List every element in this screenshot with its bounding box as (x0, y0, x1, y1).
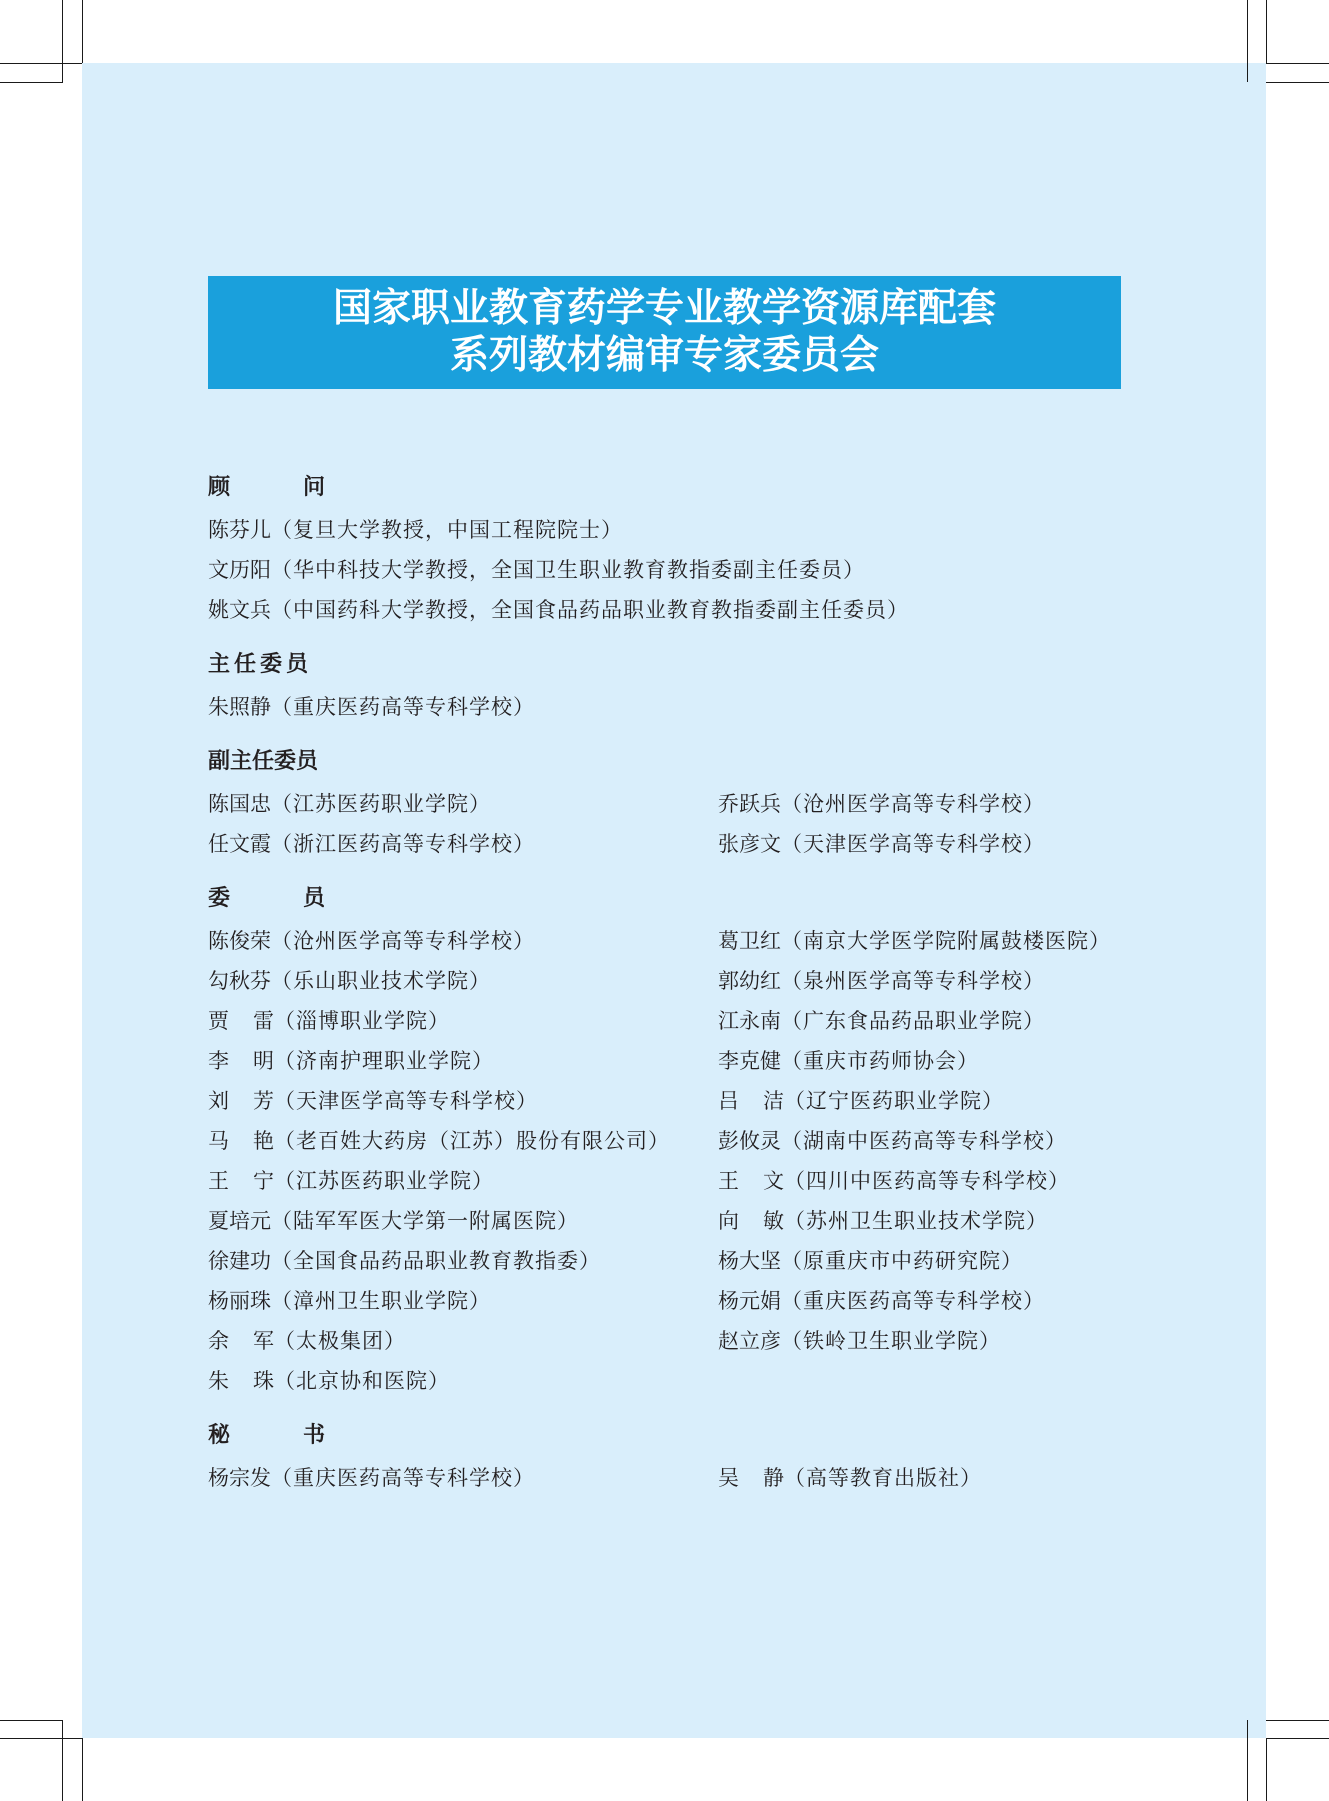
name-char: 吴 (718, 1466, 739, 1490)
list-item (718, 824, 1168, 864)
member-name: 杨元娟 (718, 1289, 781, 1313)
right-column (718, 1458, 1168, 1498)
member-affiliation: （四川中医药高等专科学校） (784, 1169, 1070, 1193)
name-char: 文 (763, 1169, 784, 1193)
list-item (208, 687, 1168, 727)
member-affiliation: （中国药科大学教授，全国食品药品职业教育教指委副主任委员） (271, 598, 909, 622)
crop-mark-bottom-left-h2 (0, 1720, 63, 1721)
member-name: 任文霞 (208, 832, 271, 856)
list-item (718, 1281, 1168, 1321)
member-name (718, 1201, 784, 1241)
member-affiliation: （高等教育出版社） (784, 1466, 982, 1490)
member-name: 李克健 (718, 1049, 781, 1073)
name-char: 李 (208, 1049, 229, 1073)
section-vice-chairs (208, 744, 1168, 864)
member-affiliation: （北京协和医院） (274, 1369, 450, 1393)
list-item (718, 1161, 1168, 1201)
list-item (208, 1001, 718, 1041)
member-name: 张彦文 (718, 832, 781, 856)
section-heading-advisors (208, 470, 325, 506)
member-affiliation: （原重庆市中药研究院） (781, 1249, 1023, 1273)
member-name (718, 1458, 784, 1498)
member-affiliation: （重庆医药高等专科学校） (271, 1466, 535, 1490)
list-item (208, 961, 718, 1001)
name-char: 明 (253, 1049, 274, 1073)
member-affiliation: （南京大学医学院附属鼓楼医院） (781, 929, 1111, 953)
section-heading-vice-chairs: 副主任委员 (208, 749, 319, 774)
crop-mark-bottom-left-h (0, 1738, 82, 1739)
list-item (718, 1081, 1168, 1121)
list-item (208, 550, 1168, 590)
title-line-1: 国家职业教育药学专业教学资源库配套 (332, 286, 996, 331)
member-affiliation: （湖南中医药高等专科学校） (781, 1129, 1067, 1153)
member-name: 杨大坚 (718, 1249, 781, 1273)
member-name: 郭幼红 (718, 969, 781, 993)
left-column (208, 1458, 718, 1498)
member-affiliation: （淄博职业学院） (274, 1009, 450, 1033)
list-item (208, 1081, 718, 1121)
name-char: 军 (253, 1329, 274, 1353)
member-name (208, 1081, 274, 1121)
heading-char: 委 (208, 886, 231, 911)
crop-mark-bottom-right-v2 (1247, 1720, 1248, 1801)
member-name (718, 1161, 784, 1201)
name-char: 贾 (208, 1009, 229, 1033)
list-item (208, 1321, 718, 1361)
name-char: 向 (718, 1209, 739, 1233)
member-affiliation: （老百姓大药房（江苏）股份有限公司） (274, 1129, 670, 1153)
crop-mark-top-left-v2 (62, 0, 63, 82)
member-name: 夏培元 (208, 1209, 271, 1233)
list-item (718, 1241, 1168, 1281)
two-column-list (208, 784, 1168, 864)
name-char: 朱 (208, 1369, 229, 1393)
member-affiliation: （江苏医药职业学院） (274, 1169, 494, 1193)
name-char: 芳 (253, 1089, 274, 1113)
crop-mark-bottom-left-v (82, 1738, 83, 1801)
list-item (718, 784, 1168, 824)
name-char: 宁 (253, 1169, 274, 1193)
crop-mark-bottom-right-h2 (1266, 1720, 1329, 1721)
list-item (208, 1161, 718, 1201)
member-affiliation: （辽宁医药职业学院） (784, 1089, 1004, 1113)
member-affiliation: （浙江医药高等专科学校） (271, 832, 535, 856)
name-char: 静 (763, 1466, 784, 1490)
list-item (718, 961, 1168, 1001)
list-item (208, 784, 718, 824)
member-name: 陈俊荣 (208, 929, 271, 953)
list-item (718, 1041, 1168, 1081)
member-name: 江永南 (718, 1009, 781, 1033)
member-name: 杨丽珠 (208, 1289, 271, 1313)
name-char: 余 (208, 1329, 229, 1353)
list-item (208, 1041, 718, 1081)
list-item (208, 1241, 718, 1281)
right-column (718, 921, 1168, 1401)
list-item (718, 1121, 1168, 1161)
member-name: 葛卫红 (718, 929, 781, 953)
member-affiliation: （重庆医药高等专科学校） (781, 1289, 1045, 1313)
member-name: 文历阳 (208, 558, 271, 582)
section-secretaries (208, 1418, 1168, 1498)
list-item (208, 510, 1168, 550)
crop-mark-top-right-v2 (1247, 0, 1248, 82)
member-affiliation: （铁岭卫生职业学院） (781, 1329, 1001, 1353)
section-heading-chair: 主任委员 (208, 652, 313, 677)
member-affiliation: （沧州医学高等专科学校） (271, 929, 535, 953)
committee-list (208, 470, 1168, 1515)
member-affiliation: （漳州卫生职业学院） (271, 1289, 491, 1313)
crop-mark-top-left-h (0, 63, 82, 64)
member-name: 彭攸灵 (718, 1129, 781, 1153)
member-name (208, 1161, 274, 1201)
name-char: 吕 (718, 1089, 739, 1113)
crop-mark-top-right-h2 (1266, 82, 1329, 83)
list-item (718, 1458, 1168, 1498)
member-name (208, 1001, 274, 1041)
member-name (718, 1081, 784, 1121)
member-name (208, 1321, 274, 1361)
name-char: 珠 (253, 1369, 274, 1393)
section-heading-secretaries (208, 1418, 325, 1454)
member-name (208, 1041, 274, 1081)
crop-mark-bottom-left-v2 (62, 1720, 63, 1801)
list-item (718, 1201, 1168, 1241)
list-item (208, 921, 718, 961)
member-name: 姚文兵 (208, 598, 271, 622)
member-affiliation: （苏州卫生职业技术学院） (784, 1209, 1048, 1233)
heading-char: 顾 (208, 475, 231, 500)
member-affiliation: （重庆医药高等专科学校） (271, 695, 535, 719)
crop-mark-bottom-right-h (1266, 1738, 1329, 1739)
list-item (718, 1321, 1168, 1361)
member-name: 乔跃兵 (718, 792, 781, 816)
name-char: 刘 (208, 1089, 229, 1113)
member-affiliation: （泉州医学高等专科学校） (781, 969, 1045, 993)
name-char: 马 (208, 1129, 229, 1153)
crop-mark-bottom-right-v (1266, 1738, 1267, 1801)
title-line-2: 系列教材编审专家委员会 (449, 333, 879, 378)
list-item (718, 921, 1168, 961)
right-column (718, 784, 1168, 864)
list-item (208, 590, 1168, 630)
list-item (208, 1121, 718, 1161)
member-affiliation: （江苏医药职业学院） (271, 792, 491, 816)
crop-mark-top-left-h2 (0, 82, 63, 83)
member-affiliation: （太极集团） (274, 1329, 406, 1353)
member-affiliation: （沧州医学高等专科学校） (781, 792, 1045, 816)
list-item (208, 824, 718, 864)
member-affiliation: （广东食品药品职业学院） (781, 1009, 1045, 1033)
name-char: 洁 (763, 1089, 784, 1113)
list-item (208, 1281, 718, 1321)
list-item (208, 1361, 718, 1401)
member-name: 勾秋芬 (208, 969, 271, 993)
name-char: 王 (718, 1169, 739, 1193)
section-chair (208, 647, 1168, 727)
two-column-list (208, 1458, 1168, 1498)
member-affiliation: （天津医学高等专科学校） (274, 1089, 538, 1113)
member-affiliation: （华中科技大学教授，全国卫生职业教育教指委副主任委员） (271, 558, 865, 582)
section-heading-members (208, 881, 325, 917)
name-char: 艳 (253, 1129, 274, 1153)
member-name: 朱照静 (208, 695, 271, 719)
list-item (208, 1201, 718, 1241)
member-affiliation: （济南护理职业学院） (274, 1049, 494, 1073)
member-affiliation: （天津医学高等专科学校） (781, 832, 1045, 856)
title-banner (208, 276, 1121, 389)
member-affiliation: （陆军军医大学第一附属医院） (271, 1209, 579, 1233)
left-column (208, 784, 718, 864)
member-name: 杨宗发 (208, 1466, 271, 1490)
heading-char: 问 (302, 475, 325, 500)
member-name (208, 1361, 274, 1401)
crop-mark-top-right-v (1266, 0, 1267, 63)
name-char: 雷 (253, 1009, 274, 1033)
member-name: 陈芬儿 (208, 518, 271, 542)
name-char: 敏 (763, 1209, 784, 1233)
member-name (208, 1121, 274, 1161)
crop-mark-top-right-h (1266, 63, 1329, 64)
crop-mark-top-left-v (82, 0, 83, 63)
left-column (208, 921, 718, 1401)
list-item (208, 1458, 718, 1498)
heading-char: 秘 (208, 1423, 231, 1448)
name-char: 王 (208, 1169, 229, 1193)
member-name: 徐建功 (208, 1249, 271, 1273)
section-advisors (208, 470, 1168, 630)
member-affiliation: （全国食品药品职业教育教指委） (271, 1249, 601, 1273)
member-affiliation: （复旦大学教授，中国工程院院士） (271, 518, 623, 542)
member-affiliation: （乐山职业技术学院） (271, 969, 491, 993)
heading-char: 员 (302, 886, 325, 911)
member-name: 陈国忠 (208, 792, 271, 816)
heading-char: 书 (302, 1423, 325, 1448)
member-name: 赵立彦 (718, 1329, 781, 1353)
two-column-list (208, 921, 1168, 1401)
section-members (208, 881, 1168, 1401)
member-affiliation: （重庆市药师协会） (781, 1049, 979, 1073)
list-item (718, 1001, 1168, 1041)
